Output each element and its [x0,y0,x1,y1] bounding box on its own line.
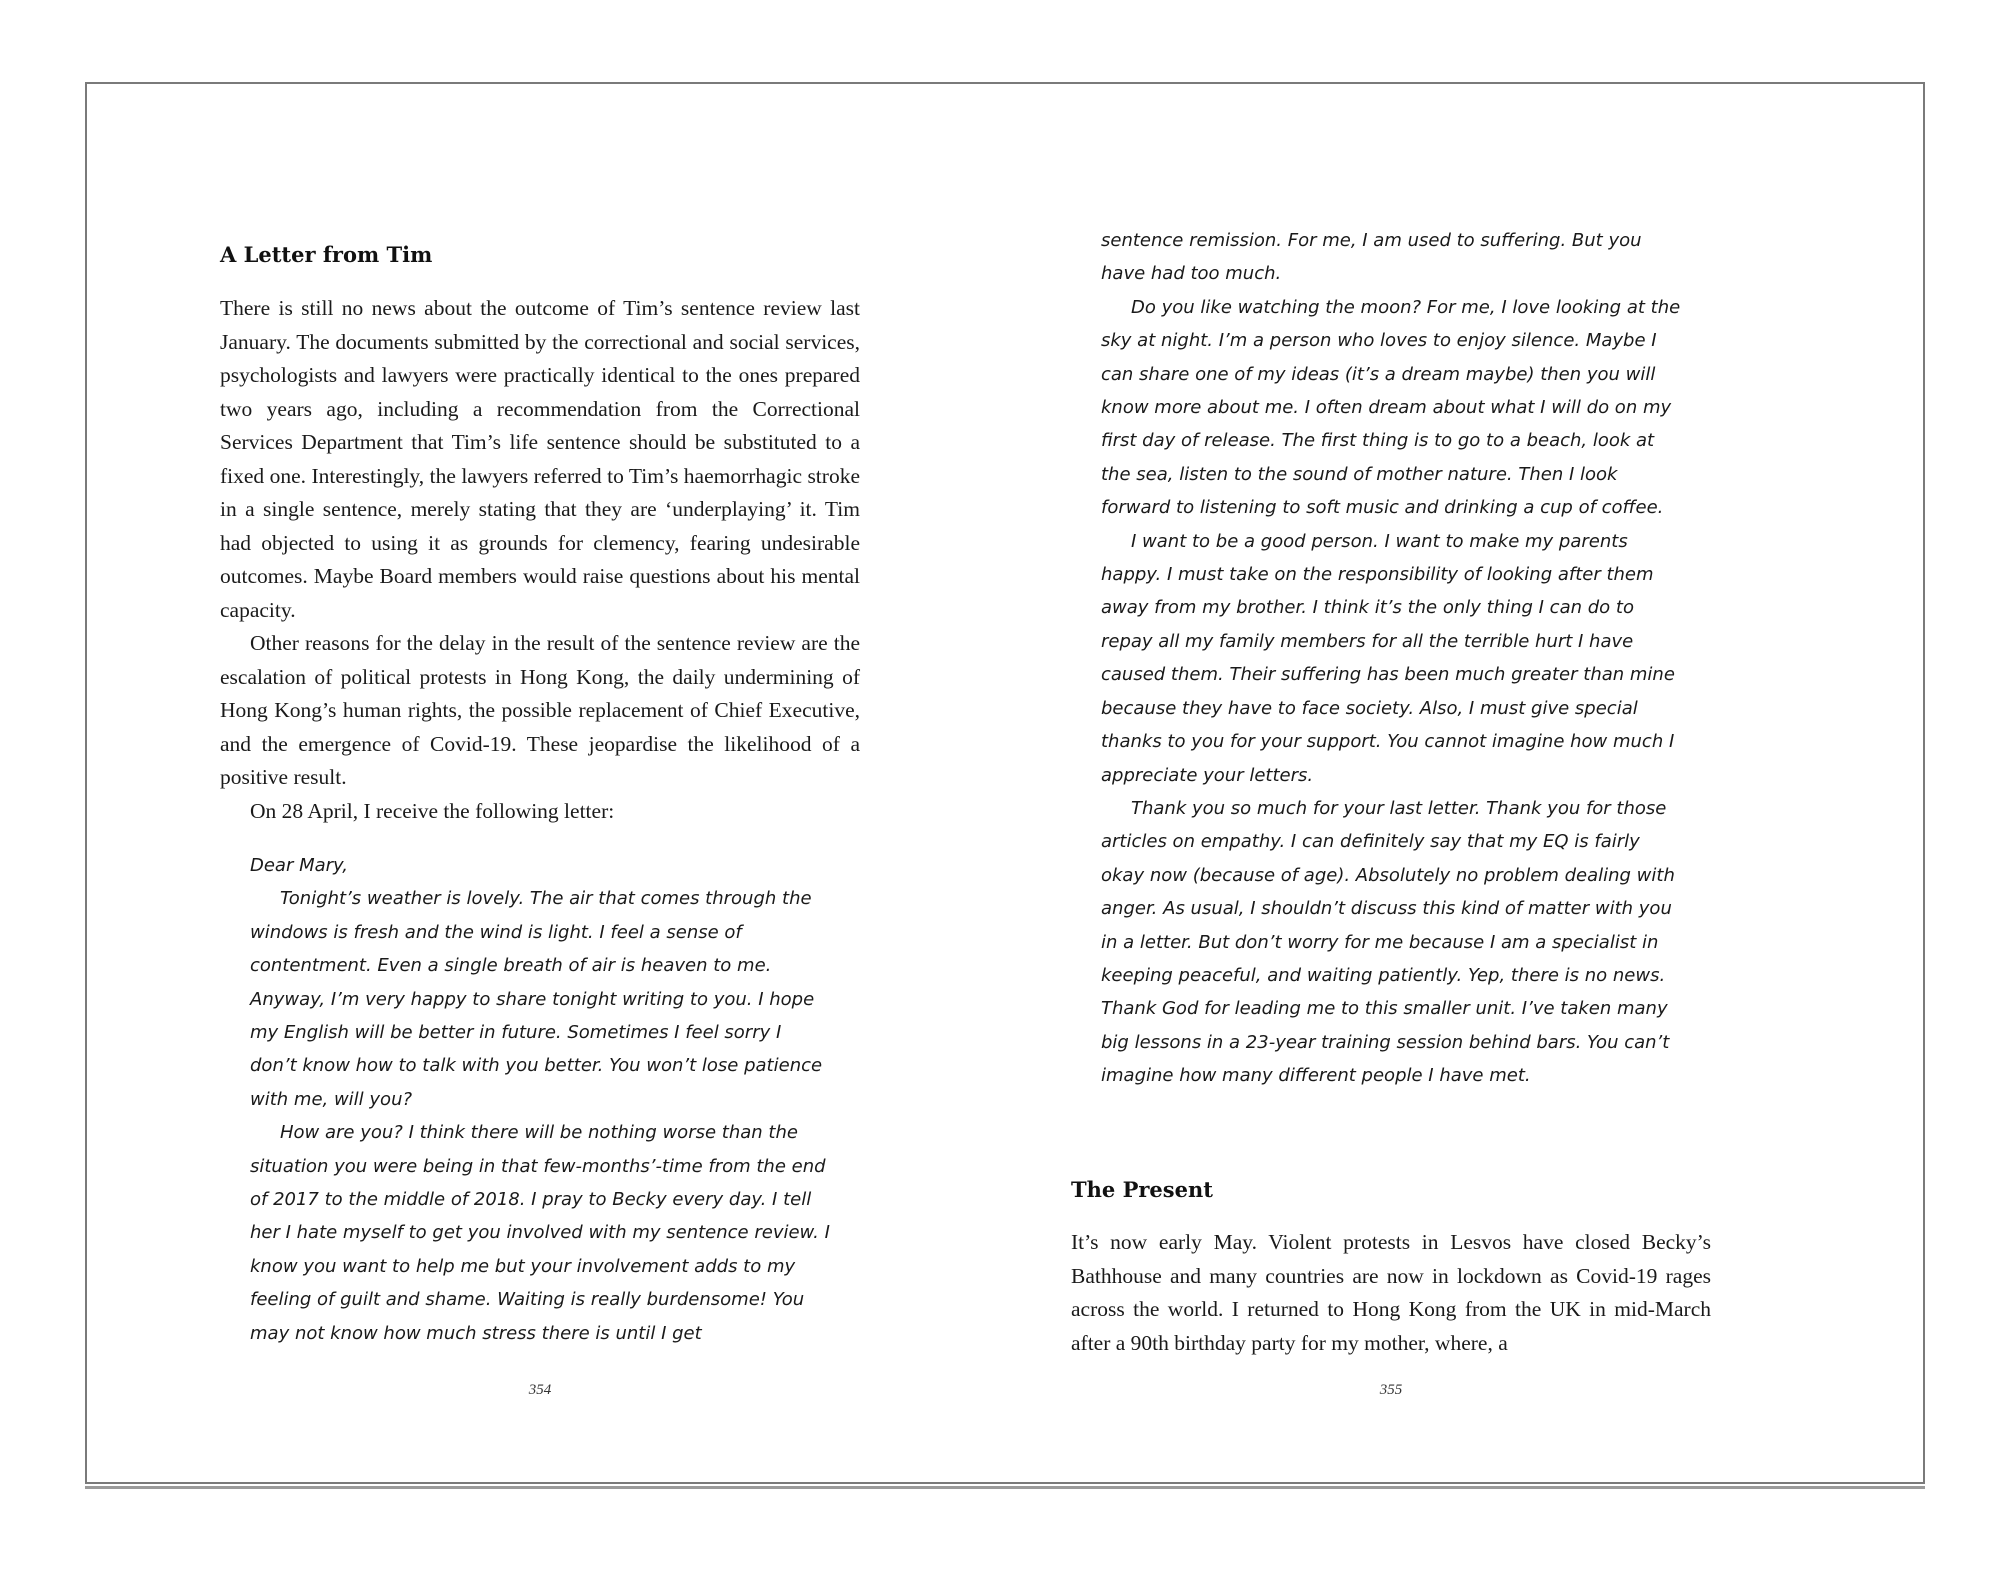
left-body-text [220,292,860,828]
letter-paragraph: How are you? I think there will be nothing worse than the situation you were being in that few-months’-time from the end of 2017 to the middle of 2018. I pray to Becky every day. I tell her I hate myself to get you involved with my sentence review. I know you want to help me but your involvement adds to my feeling of guilt and shame. Waiting is really burdensome! You may not know how much stress there is until I get [250,1122,830,1344]
body-paragraph: It’s now early May. Violent protests in Lesvos have closed Becky’s Bathhouse and many countries are now in lockdown as Covid-19 rages across the world. I returned to Hong Kong from the UK in mid-March after a 90th birthday party for my mother, where, a [1071,1230,1711,1355]
page-number-right: 355 [1379,1382,1403,1398]
section-heading-the-present: The Present [1071,1177,1213,1202]
letter-salutation: Dear Mary, [250,855,349,876]
letter-paragraph: Tonight’s weather is lovely. The air that comes through the windows is fresh and the wind is light. I feel a sense of contentment. Even a single breath of air is heaven to me. Anyway, I’m very happy to share tonight writing to you. I hope my English will be better in future. Sometimes I feel sorry I don’t know how to talk with you better. You won’t lose patience with me, will you? [250,888,823,1110]
letter-text-right [1101,224,1686,1093]
body-paragraph: There is still no news about the outcome of Tim’s sentence review last January. The documents submitted by the correctional and social services, psychologists and lawyers were practically identical to the ones prepared two years ago, including a recommendation from the Correctional Services Department that Tim’s life sentence should be substituted to a fixed one. Interestingly, the lawyers referred to Tim’s haemorrhagic stroke in a single sentence, merely stating that they are ‘underplaying’ it. Tim had objected to using it as grounds for clemency, fearing undesirable outcomes. Maybe Board members would raise questions about his mental capacity. [220,296,860,622]
body-paragraph: On 28 April, I receive the following letter: [250,798,615,823]
left-page [87,84,1007,1482]
right-page [1007,84,1927,1482]
right-body-text [1071,1226,1711,1360]
letter-text-left [250,849,830,1350]
letter-paragraph: I want to be a good person. I want to make my parents happy. I must take on the responsibility of looking after them away from my brother. I think it’s the only thing I can do to repay all my family members for all the terrible hurt I have caused them. Their suffering has been much greater than mine because they have to face society. Also, I must give special thanks to you for your support. You cannot imagine how much I appreciate your letters. [1101,530,1675,786]
page-number-left: 354 [528,1382,552,1398]
spread-shadow [85,1486,1925,1489]
letter-paragraph: Do you like watching the moon? For me, I love looking at the sky at night. I’m a person who loves to enjoy silence. Maybe I can share one of my ideas (it’s a dream maybe) then you will know more about me. I often dream about what I will do on my first day of release. The first thing is to go to a beach, look at the sea, listen to the sound of mother nature. Then I look forward to listening to soft music and drinking a cup of coffee. [1101,296,1681,519]
section-heading-letter-from-tim: A Letter from Tim [220,242,433,267]
letter-continuation: sentence remission. For me, I am used to suffering. But you have had too much. [1101,230,1642,285]
letter-paragraph: Thank you so much for your last letter. Thank you for those articles on empathy. I can definitely say that my EQ is fairly okay now (because of age). Absolutely no problem dealing with anger. As usual, I shouldn’t discuss this kind of matter with you in a letter. But don’t worry for me because I am a specialist in keeping peaceful, and waiting patiently. Yep, there is no news. Thank God for leading me to this smaller unit. I’ve taken many big lessons in a 23-year training session behind bars. You can’t imagine how many different people I have met. [1101,797,1675,1087]
book-spread [85,82,1925,1484]
body-paragraph: Other reasons for the delay in the result of the sentence review are the escalation of political protests in Hong Kong, the daily undermining of Hong Kong’s human rights, the possible replacement of Chief Executive, and the emergence of Covid-19. These jeopardise the likelihood of a positive result. [220,631,860,789]
